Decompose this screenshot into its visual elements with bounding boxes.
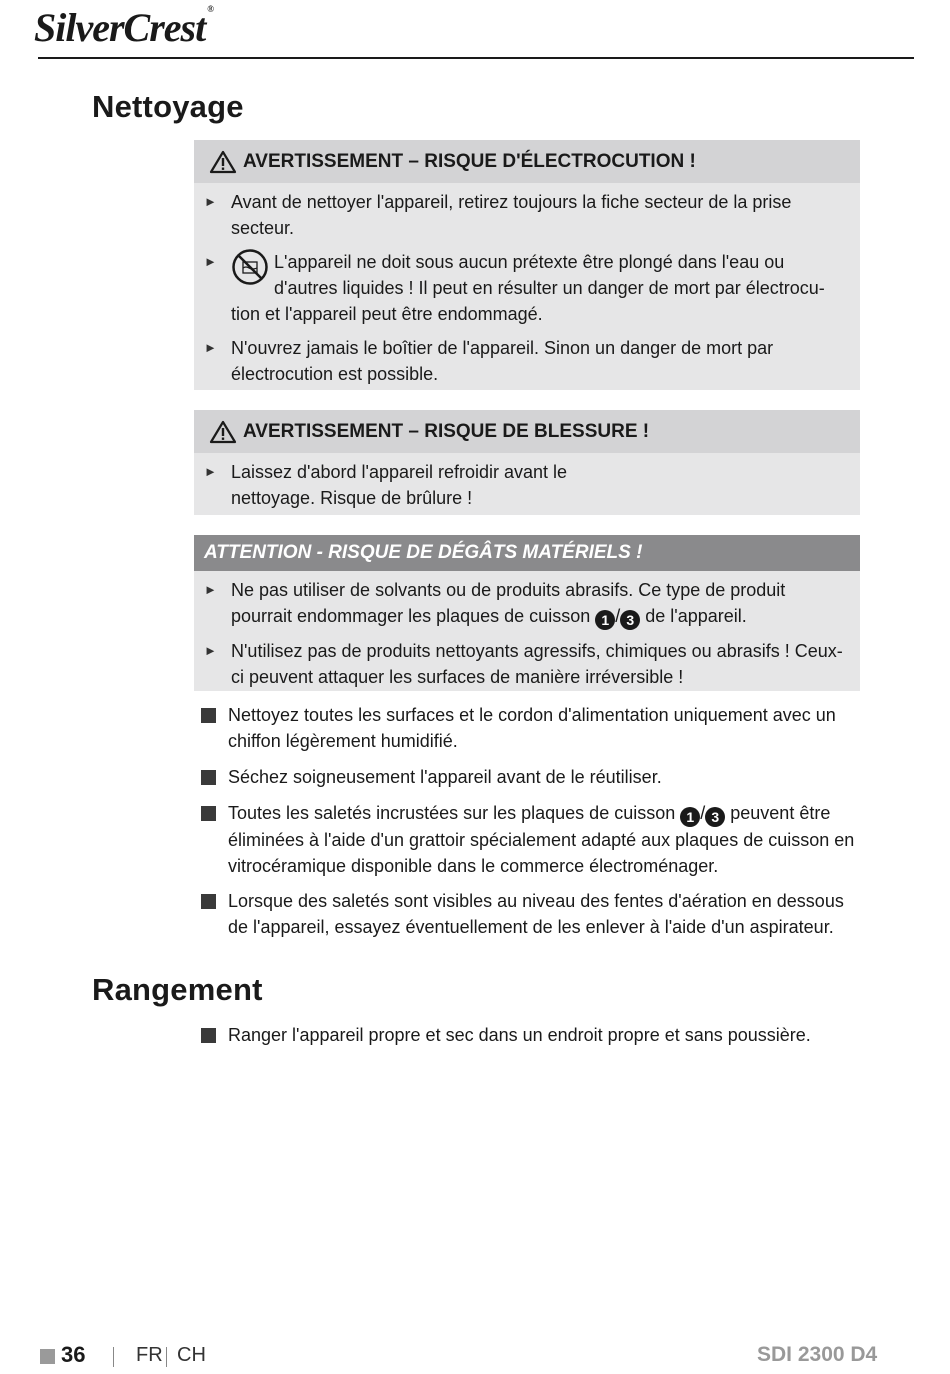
- warning-box-electrocution: [194, 140, 860, 390]
- language-code-fr: FR: [136, 1344, 163, 1366]
- arrow-bullet-icon: ►: [204, 643, 217, 658]
- warning-triangle-icon: [209, 420, 237, 444]
- page-number: 36: [61, 1342, 86, 1367]
- reference-number-1: 1: [680, 807, 700, 827]
- list-item-text: Laissez d'abord l'appareil refroidir avant le nettoyage. Risque de brûlure !: [231, 462, 568, 508]
- list-item-text: Avant de nettoyer l'appareil, retirez toujours la fiche secteur de la prise secteur.: [231, 192, 792, 238]
- list-item: [194, 189, 860, 241]
- list-item: [194, 638, 860, 690]
- instruction-text: Nettoyez toutes les surfaces et le cordon d'alimentation uniquement avec un chiffon légèrement humidifié.: [228, 705, 836, 751]
- warning-box-injury: [194, 410, 860, 515]
- reference-separator: /: [615, 606, 621, 626]
- arrow-bullet-icon: ►: [204, 340, 217, 355]
- arrow-bullet-icon: ►: [204, 194, 217, 209]
- list-item-text: N'ouvrez jamais le boîtier de l'appareil. Sinon un danger de mort par électrocution est possible.: [231, 338, 774, 384]
- square-bullet-icon: [201, 894, 216, 909]
- arrow-bullet-icon: ►: [204, 464, 217, 479]
- reference-number-3: 3: [620, 610, 640, 630]
- list-item: [194, 335, 860, 387]
- registered-mark: ®: [207, 4, 213, 14]
- model-number: SDI 2300 D4: [757, 1343, 878, 1366]
- brand-logo-text: SilverCrest: [34, 5, 206, 50]
- arrow-bullet-icon: ►: [204, 254, 217, 269]
- instruction-text: Séchez soigneusement l'appareil avant de le réutiliser.: [228, 767, 662, 787]
- list-item: [194, 459, 620, 511]
- square-bullet-icon: [201, 1028, 216, 1043]
- list-item-text: de l'appareil.: [640, 606, 747, 626]
- list-item-text: N'utilisez pas de produits nettoyants agressifs, chimiques ou abrasifs ! Ceux-ci peuvent attaquer les surfaces de manière irréversible !: [231, 641, 843, 687]
- list-item-text: L'appareil ne doit sous aucun prétexte être plongé dans l'eau ou d'autres liquides ! Il peut en résulter un danger de mort par électrocu-tion et l'appareil peut être endommagé.: [231, 252, 825, 324]
- section-title-nettoyage: Nettoyage: [92, 89, 244, 124]
- square-bullet-icon: [201, 770, 216, 785]
- reference-number-3: 3: [705, 807, 725, 827]
- arrow-bullet-icon: ►: [204, 582, 217, 597]
- section-title-rangement: Rangement: [92, 972, 263, 1007]
- instruction-text: peuvent être éliminées à l'aide d'un grattoir spécialement adapté aux plaques de cuisson en vitrocéramique disponible dans le commerce électroménager.: [228, 803, 855, 876]
- no-water-immersion-icon: [231, 248, 269, 286]
- header-rule: [38, 57, 914, 59]
- list-item: [194, 577, 860, 630]
- square-bullet-icon: [201, 708, 216, 723]
- attention-title: ATTENTION - RISQUE DE DÉGÂTS MATÉRIELS !: [204, 542, 643, 563]
- instruction-text: Toutes les saletés incrustées sur les plaques de cuisson: [228, 803, 681, 823]
- list-item-text: Ne pas utiliser de solvants ou de produits abrasifs. Ce type de produit pourrait endommager les plaques de cuisson: [231, 580, 786, 626]
- warning-header: [194, 140, 860, 183]
- square-bullet-icon: [201, 806, 216, 821]
- warning-title: AVERTISSEMENT – RISQUE D'ÉLECTROCUTION !: [243, 150, 696, 172]
- attention-box-material-damage: [194, 535, 860, 691]
- instruction-text: Lorsque des saletés sont visibles au niveau des fentes d'aération en dessous de l'appareil, essayez éventuellement de les enlever à l'aide d'un aspirateur.: [228, 891, 844, 937]
- instruction-step: [201, 1022, 861, 1048]
- instruction-step: [201, 800, 861, 879]
- brand-logo: [34, 4, 213, 51]
- warning-triangle-icon: [209, 150, 237, 174]
- attention-header: [194, 535, 860, 571]
- footer-divider: [113, 1347, 114, 1367]
- instruction-step: [201, 702, 861, 754]
- reference-separator: /: [700, 803, 706, 823]
- warning-title: AVERTISSEMENT – RISQUE DE BLESSURE !: [243, 420, 650, 442]
- reference-number-1: 1: [595, 610, 615, 630]
- footer-divider: [166, 1347, 167, 1367]
- language-code-ch: CH: [177, 1344, 206, 1366]
- instruction-text: Ranger l'appareil propre et sec dans un endroit propre et sans poussière.: [228, 1025, 811, 1045]
- footer-square-icon: [40, 1349, 55, 1364]
- instruction-step: [201, 888, 861, 940]
- warning-header: [194, 410, 860, 453]
- list-item: [194, 249, 860, 327]
- instruction-step: [201, 764, 861, 790]
